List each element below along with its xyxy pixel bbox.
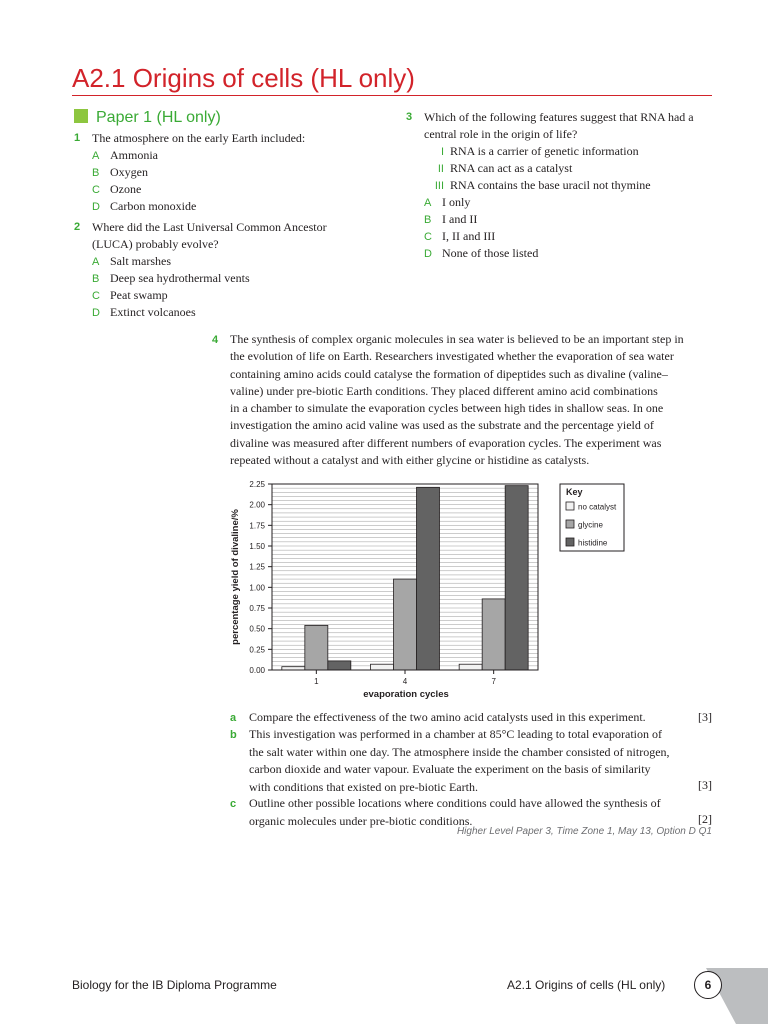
question-2-option-c (92, 287, 392, 304)
question-4-stem-line: The synthesis of complex organic molecules in sea water is believed to be an important step in (230, 332, 684, 346)
part-c-text (249, 795, 689, 830)
statement-text: RNA contains the base uracil not thymine (450, 178, 651, 192)
question-4-stem-line: repeated without a catalyst and with either glycine or histidine as catalysts. (230, 453, 590, 468)
question-3-statement-iii (424, 177, 724, 194)
bar-histidine-1 (328, 661, 351, 670)
question-4-stem-line: valine) under pre-biotic Earth conditions. They placed different amino acid combinations (230, 383, 658, 398)
x-tick-label: 4 (402, 677, 408, 686)
option-text: Oxygen (110, 165, 148, 179)
question-4-stem-line: investigation the amino acid valine was used as the substrate and the percentage yield of (230, 418, 654, 433)
part-a-text (249, 709, 689, 727)
chart-bars (282, 486, 528, 670)
section-heading (74, 108, 221, 128)
question-3 (424, 109, 724, 262)
question-2 (92, 219, 392, 321)
option-text: Carbon monoxide (110, 199, 197, 213)
question-1-option-a (92, 147, 392, 164)
question-4-number: 4 (212, 334, 219, 346)
question-2-option-b (92, 270, 392, 287)
option-letter: D (424, 248, 432, 260)
chart-x-ticks (314, 670, 496, 686)
y-tick-label: 2.00 (249, 500, 265, 510)
part-b-letter: b (230, 729, 237, 741)
legend-title: Key (566, 487, 583, 497)
question-2-option-d (92, 304, 392, 321)
legend-swatch-no-catalyst (566, 502, 574, 510)
option-text: Ammonia (110, 148, 158, 162)
chart-legend (560, 484, 624, 551)
bar-histidine-4 (417, 487, 440, 670)
option-text: I only (442, 195, 471, 209)
question-4-stem-line: containing amino acids could catalyse the formation of dipeptides such as divaline (valine– (230, 366, 668, 381)
part-a-marks: [3] (698, 710, 712, 724)
x-tick-label: 1 (314, 677, 319, 686)
option-text: I, II and III (442, 229, 496, 243)
section-square-icon (74, 109, 88, 123)
footer-book-title: Biology for the IB Diploma Programme (72, 978, 277, 992)
divaline-yield-chart (226, 474, 626, 704)
question-1-stem: The atmosphere on the early Earth included: (92, 131, 306, 145)
chart-y-axis-label: percentage yield of divaline/% (230, 509, 241, 645)
option-letter: B (92, 273, 100, 285)
legend-label-no-catalyst: no catalyst (578, 502, 617, 512)
part-b-line: This investigation was performed in a chamber at 85°C leading to total evaporation of (249, 727, 663, 741)
statement-text: RNA can act as a catalyst (450, 161, 573, 175)
option-text: I and II (442, 212, 478, 226)
question-4-stem (230, 331, 720, 469)
legend-swatch-histidine (566, 538, 574, 546)
option-letter: B (424, 214, 432, 226)
chart-y-ticks (249, 480, 272, 675)
legend-label-histidine: histidine (578, 538, 608, 548)
y-tick-label: 0.75 (249, 604, 265, 613)
question-source: Higher Level Paper 3, Time Zone 1, May 13, Option D Q1 (456, 826, 712, 837)
page-number: 6 (694, 971, 722, 999)
question-3-option-d (424, 245, 724, 262)
bar-glycine-7 (482, 599, 505, 670)
option-text: None of those listed (442, 246, 539, 260)
part-c-line: organic molecules under pre-biotic conditions. (249, 813, 473, 828)
statement-text: RNA is a carrier of genetic information (450, 144, 639, 158)
y-tick-label: 0.25 (249, 645, 265, 655)
part-b-line: with conditions that existed on pre-biotic Earth. (249, 779, 478, 794)
option-letter: C (92, 184, 100, 196)
question-1-number: 1 (74, 132, 81, 144)
y-tick-label: 1.25 (249, 562, 265, 572)
question-3-option-c (424, 228, 724, 245)
option-text: Salt marshes (110, 254, 171, 268)
question-3-statement-ii (424, 160, 724, 177)
legend-swatch-glycine (566, 520, 574, 528)
question-4-stem-line: in a chamber to simulate the evaporation cycles between high tides in shallow seas. In one (230, 401, 664, 416)
part-c-letter: c (230, 798, 237, 810)
page-title: A2.1 Origins of cells (HL only) (72, 63, 415, 93)
option-text: Ozone (110, 182, 142, 196)
statement-numeral: I (440, 146, 444, 158)
question-3-option-b (424, 211, 724, 228)
bar-histidine-7 (505, 486, 528, 670)
part-b-marks: [3] (698, 778, 712, 792)
question-1-option-d (92, 198, 392, 215)
option-text: Peat swamp (110, 288, 168, 302)
option-letter: A (92, 256, 100, 268)
question-3-stem-line: central role in the origin of life? (424, 127, 578, 141)
y-tick-label: 2.25 (249, 480, 265, 489)
question-2-number: 2 (74, 221, 81, 233)
option-letter: C (424, 231, 432, 243)
bar-no-catalyst-4 (371, 664, 394, 670)
option-letter: A (92, 150, 100, 162)
x-tick-label: 7 (491, 677, 496, 686)
title-rule (72, 95, 712, 96)
option-text: Deep sea hydrothermal vents (110, 271, 250, 285)
part-b-text (249, 726, 689, 796)
option-letter: A (424, 197, 432, 209)
part-b-line: carbon dioxide and water vapour. Evaluate the experiment on the basis of similarity (249, 762, 651, 776)
question-1-option-b (92, 164, 392, 181)
option-letter: D (92, 307, 100, 319)
part-c-marks: [2] (698, 812, 712, 826)
y-tick-label: 1.00 (249, 583, 265, 593)
question-2-stem-line: (LUCA) probably evolve? (92, 237, 219, 251)
question-3-option-a (424, 194, 724, 211)
option-letter: B (92, 167, 100, 179)
bar-no-catalyst-7 (459, 664, 482, 670)
question-3-statement-i (424, 143, 724, 160)
y-tick-label: 1.75 (249, 521, 265, 531)
question-1-option-c (92, 181, 392, 198)
part-b-line: the salt water within one day. The atmosphere inside the chamber consisted of nitrogen, (249, 744, 670, 759)
bar-glycine-4 (394, 579, 417, 670)
option-text: Extinct volcanoes (110, 305, 196, 319)
chart-x-axis-label: evaporation cycles (363, 689, 449, 700)
question-2-option-a (92, 253, 392, 270)
part-a-letter: a (230, 712, 237, 724)
question-1 (92, 130, 392, 215)
question-2-stem-line: Where did the Last Universal Common Ancestor (92, 220, 327, 234)
section-heading-label: Paper 1 (HL only) (96, 109, 221, 126)
question-3-number: 3 (406, 111, 413, 123)
statement-numeral: III (434, 180, 444, 192)
y-tick-label: 0.00 (249, 666, 265, 675)
option-letter: D (92, 201, 100, 213)
y-tick-label: 1.50 (249, 542, 265, 551)
y-tick-label: 0.50 (249, 624, 265, 634)
question-3-stem-line: Which of the following features suggest that RNA had a (424, 110, 694, 124)
part-c-line: Outline other possible locations where conditions could have allowed the synthesis of (249, 796, 661, 810)
part-a-line: Compare the effectiveness of the two amino acid catalysts used in this experiment. (249, 710, 646, 724)
footer-chapter-title: A2.1 Origins of cells (HL only) (507, 978, 666, 992)
bar-glycine-1 (305, 625, 328, 670)
question-4-stem-line: divaline was measured after different numbers of evaporation cycles. The experiment was (230, 435, 662, 450)
option-letter: C (92, 290, 100, 302)
question-4-stem-line: the evolution of life on Earth. Researchers investigated whether the evaporation of sea water (230, 349, 674, 364)
statement-numeral: II (437, 163, 444, 175)
legend-label-glycine: glycine (578, 520, 603, 530)
